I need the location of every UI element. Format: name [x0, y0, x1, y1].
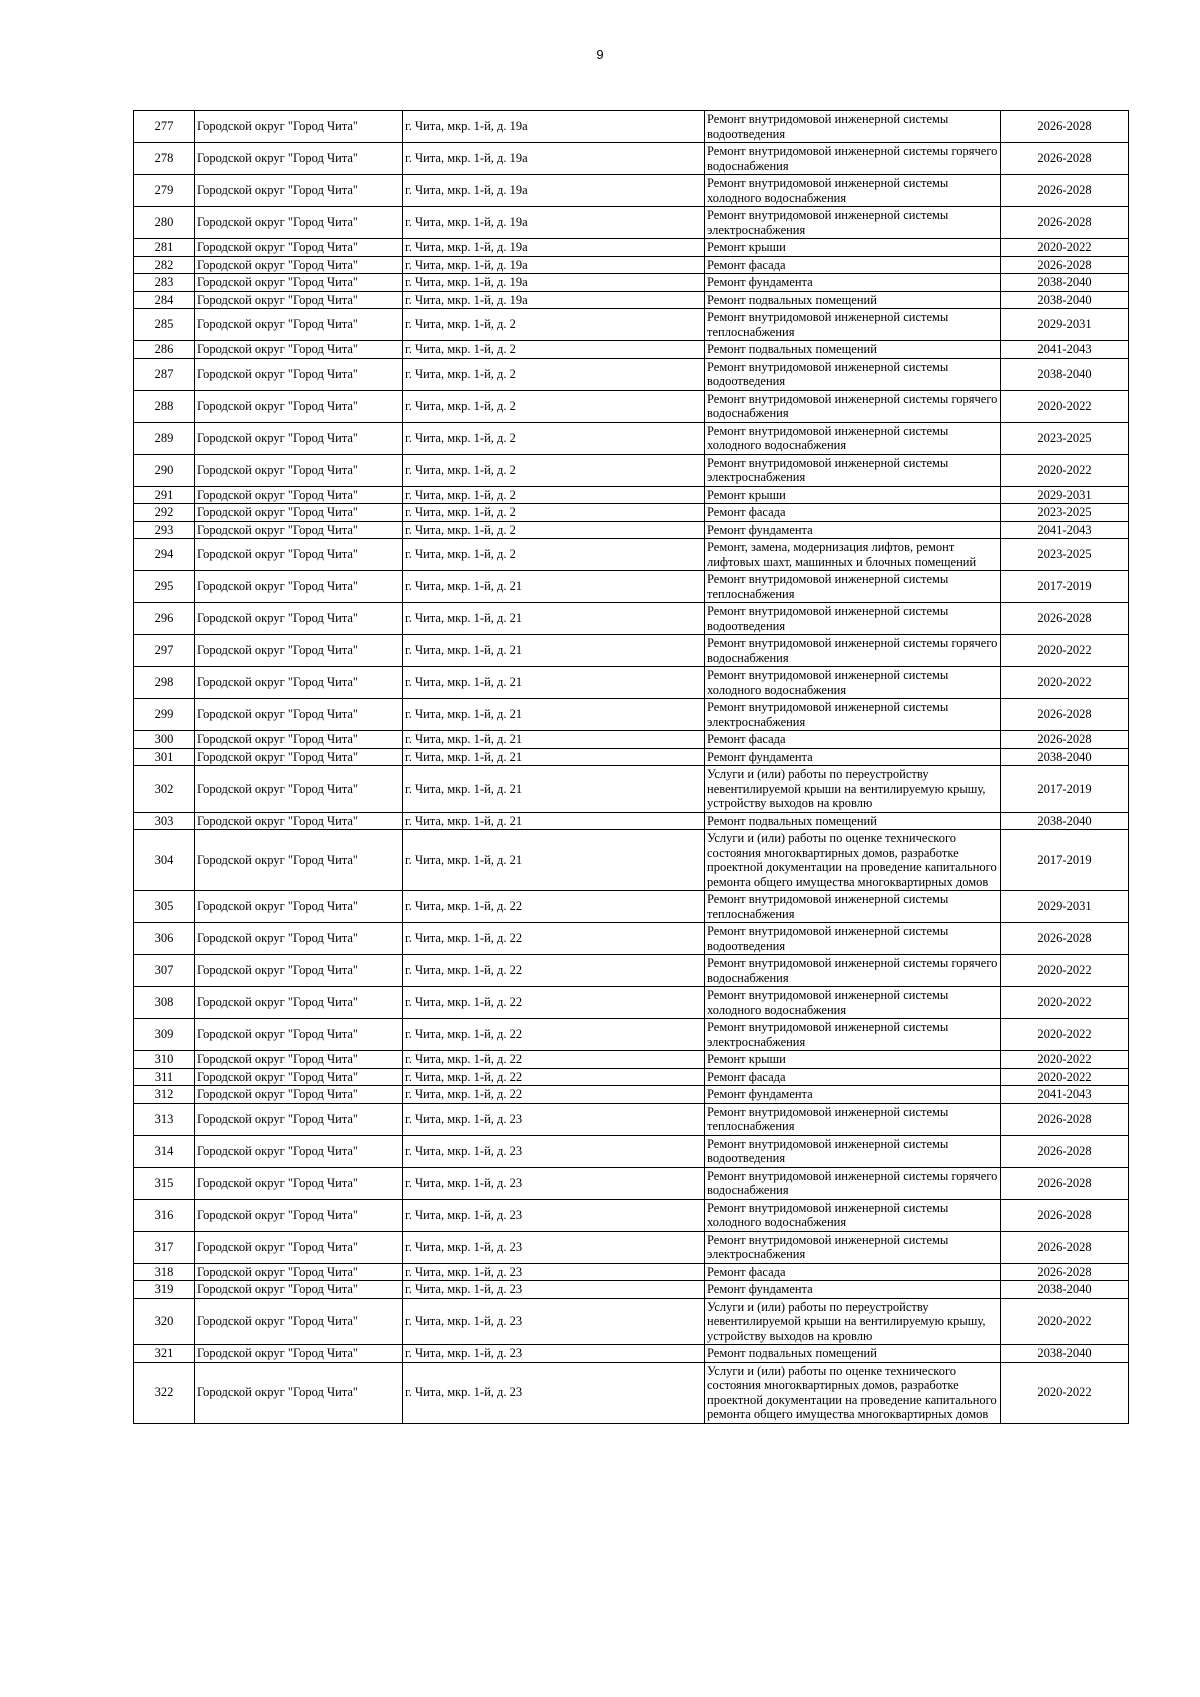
row-number: 284	[134, 291, 195, 309]
municipality-cell: Городской округ "Город Чита"	[195, 987, 403, 1019]
work-type-cell: Ремонт подвальных помещений	[705, 812, 1001, 830]
municipality-cell: Городской округ "Город Чита"	[195, 1068, 403, 1086]
period-cell: 2020-2022	[1001, 454, 1129, 486]
address-cell: г. Чита, мкр. 1-й, д. 2	[403, 309, 705, 341]
municipality-cell: Городской округ "Город Чита"	[195, 111, 403, 143]
municipality-cell: Городской округ "Город Чита"	[195, 358, 403, 390]
work-type-cell: Ремонт фундамента	[705, 521, 1001, 539]
repair-schedule-table	[133, 110, 1129, 1424]
work-type-cell: Ремонт внутридомовой инженерной системы электроснабжения	[705, 1231, 1001, 1263]
work-type-cell: Ремонт внутридомовой инженерной системы теплоснабжения	[705, 891, 1001, 923]
work-type-cell: Ремонт внутридомовой инженерной системы водоотведения	[705, 1135, 1001, 1167]
municipality-cell: Городской округ "Город Чита"	[195, 812, 403, 830]
municipality-cell: Городской округ "Город Чита"	[195, 699, 403, 731]
work-type-cell: Ремонт фундамента	[705, 1086, 1001, 1104]
period-cell: 2038-2040	[1001, 812, 1129, 830]
municipality-cell: Городской округ "Город Чита"	[195, 539, 403, 571]
address-cell: г. Чита, мкр. 1-й, д. 19а	[403, 274, 705, 292]
table-row	[134, 1167, 1129, 1199]
period-cell: 2026-2028	[1001, 699, 1129, 731]
address-cell: г. Чита, мкр. 1-й, д. 23	[403, 1298, 705, 1345]
period-cell: 2017-2019	[1001, 571, 1129, 603]
row-number: 290	[134, 454, 195, 486]
period-cell: 2026-2028	[1001, 1135, 1129, 1167]
row-number: 315	[134, 1167, 195, 1199]
address-cell: г. Чита, мкр. 1-й, д. 21	[403, 603, 705, 635]
table-row	[134, 731, 1129, 749]
work-type-cell: Ремонт крыши	[705, 1051, 1001, 1069]
municipality-cell: Городской округ "Город Чита"	[195, 1135, 403, 1167]
work-type-cell: Ремонт внутридомовой инженерной системы горячего водоснабжения	[705, 1167, 1001, 1199]
address-cell: г. Чита, мкр. 1-й, д. 22	[403, 1019, 705, 1051]
row-number: 302	[134, 766, 195, 813]
row-number: 285	[134, 309, 195, 341]
table-row	[134, 1281, 1129, 1299]
municipality-cell: Городской округ "Город Чита"	[195, 830, 403, 891]
municipality-cell: Городской округ "Город Чита"	[195, 291, 403, 309]
address-cell: г. Чита, мкр. 1-й, д. 2	[403, 422, 705, 454]
table-row	[134, 207, 1129, 239]
table-row	[134, 1263, 1129, 1281]
work-type-cell: Услуги и (или) работы по оценке технического состояния многоквартирных домов, разработке проектной документации на проведение капитального ремонта общего имущества многоквартирных домов	[705, 1362, 1001, 1423]
row-number: 288	[134, 390, 195, 422]
address-cell: г. Чита, мкр. 1-й, д. 19а	[403, 207, 705, 239]
table-row	[134, 486, 1129, 504]
municipality-cell: Городской округ "Город Чита"	[195, 1298, 403, 1345]
period-cell: 2041-2043	[1001, 341, 1129, 359]
row-number: 301	[134, 748, 195, 766]
period-cell: 2020-2022	[1001, 390, 1129, 422]
work-type-cell: Ремонт внутридомовой инженерной системы электроснабжения	[705, 1019, 1001, 1051]
municipality-cell: Городской округ "Город Чита"	[195, 1051, 403, 1069]
row-number: 286	[134, 341, 195, 359]
period-cell: 2026-2028	[1001, 1103, 1129, 1135]
address-cell: г. Чита, мкр. 1-й, д. 21	[403, 635, 705, 667]
municipality-cell: Городской округ "Город Чита"	[195, 486, 403, 504]
municipality-cell: Городской округ "Город Чита"	[195, 454, 403, 486]
work-type-cell: Ремонт фасада	[705, 1068, 1001, 1086]
period-cell: 2038-2040	[1001, 748, 1129, 766]
row-number: 303	[134, 812, 195, 830]
address-cell: г. Чита, мкр. 1-й, д. 22	[403, 891, 705, 923]
address-cell: г. Чита, мкр. 1-й, д. 22	[403, 1068, 705, 1086]
municipality-cell: Городской округ "Город Чита"	[195, 1263, 403, 1281]
period-cell: 2038-2040	[1001, 1345, 1129, 1363]
period-cell: 2026-2028	[1001, 175, 1129, 207]
work-type-cell: Ремонт внутридомовой инженерной системы холодного водоснабжения	[705, 667, 1001, 699]
address-cell: г. Чита, мкр. 1-й, д. 22	[403, 1051, 705, 1069]
table-row	[134, 766, 1129, 813]
period-cell: 2041-2043	[1001, 521, 1129, 539]
period-cell: 2020-2022	[1001, 1362, 1129, 1423]
municipality-cell: Городской округ "Город Чита"	[195, 207, 403, 239]
table-row	[134, 830, 1129, 891]
address-cell: г. Чита, мкр. 1-й, д. 21	[403, 748, 705, 766]
address-cell: г. Чита, мкр. 1-й, д. 2	[403, 539, 705, 571]
work-type-cell: Ремонт внутридомовой инженерной системы электроснабжения	[705, 454, 1001, 486]
table-row	[134, 539, 1129, 571]
work-type-cell: Ремонт внутридомовой инженерной системы горячего водоснабжения	[705, 955, 1001, 987]
address-cell: г. Чита, мкр. 1-й, д. 2	[403, 341, 705, 359]
municipality-cell: Городской округ "Город Чита"	[195, 309, 403, 341]
table-row	[134, 923, 1129, 955]
table-row	[134, 1362, 1129, 1423]
work-type-cell: Ремонт крыши	[705, 486, 1001, 504]
municipality-cell: Городской округ "Город Чита"	[195, 748, 403, 766]
period-cell: 2020-2022	[1001, 667, 1129, 699]
address-cell: г. Чита, мкр. 1-й, д. 2	[403, 390, 705, 422]
municipality-cell: Городской округ "Город Чита"	[195, 1281, 403, 1299]
table-row	[134, 175, 1129, 207]
table-row	[134, 812, 1129, 830]
municipality-cell: Городской округ "Город Чита"	[195, 521, 403, 539]
work-type-cell: Ремонт внутридомовой инженерной системы холодного водоснабжения	[705, 175, 1001, 207]
period-cell: 2026-2028	[1001, 1263, 1129, 1281]
work-type-cell: Ремонт подвальных помещений	[705, 1345, 1001, 1363]
municipality-cell: Городской округ "Город Чита"	[195, 274, 403, 292]
row-number: 321	[134, 1345, 195, 1363]
period-cell: 2029-2031	[1001, 891, 1129, 923]
municipality-cell: Городской округ "Город Чита"	[195, 603, 403, 635]
period-cell: 2026-2028	[1001, 603, 1129, 635]
address-cell: г. Чита, мкр. 1-й, д. 2	[403, 454, 705, 486]
address-cell: г. Чита, мкр. 1-й, д. 19а	[403, 111, 705, 143]
period-cell: 2017-2019	[1001, 830, 1129, 891]
work-type-cell: Ремонт внутридомовой инженерной системы теплоснабжения	[705, 1103, 1001, 1135]
work-type-cell: Ремонт фасада	[705, 1263, 1001, 1281]
municipality-cell: Городской округ "Город Чита"	[195, 143, 403, 175]
address-cell: г. Чита, мкр. 1-й, д. 21	[403, 731, 705, 749]
table-row	[134, 390, 1129, 422]
address-cell: г. Чита, мкр. 1-й, д. 2	[403, 521, 705, 539]
period-cell: 2017-2019	[1001, 766, 1129, 813]
address-cell: г. Чита, мкр. 1-й, д. 23	[403, 1199, 705, 1231]
row-number: 293	[134, 521, 195, 539]
address-cell: г. Чита, мкр. 1-й, д. 21	[403, 699, 705, 731]
table-row	[134, 987, 1129, 1019]
work-type-cell: Ремонт, замена, модернизация лифтов, ремонт лифтовых шахт, машинных и блочных помещений	[705, 539, 1001, 571]
address-cell: г. Чита, мкр. 1-й, д. 23	[403, 1362, 705, 1423]
row-number: 294	[134, 539, 195, 571]
period-cell: 2020-2022	[1001, 1019, 1129, 1051]
address-cell: г. Чита, мкр. 1-й, д. 22	[403, 1086, 705, 1104]
municipality-cell: Городской округ "Город Чита"	[195, 422, 403, 454]
table-row	[134, 1068, 1129, 1086]
row-number: 304	[134, 830, 195, 891]
row-number: 316	[134, 1199, 195, 1231]
table-row	[134, 309, 1129, 341]
work-type-cell: Ремонт внутридомовой инженерной системы горячего водоснабжения	[705, 143, 1001, 175]
address-cell: г. Чита, мкр. 1-й, д. 23	[403, 1281, 705, 1299]
period-cell: 2023-2025	[1001, 504, 1129, 522]
table-row	[134, 1051, 1129, 1069]
work-type-cell: Услуги и (или) работы по переустройству невентилируемой крыши на вентилируемую крышу, устройству выходов на кровлю	[705, 1298, 1001, 1345]
period-cell: 2026-2028	[1001, 207, 1129, 239]
row-number: 310	[134, 1051, 195, 1069]
row-number: 296	[134, 603, 195, 635]
municipality-cell: Городской округ "Город Чита"	[195, 1231, 403, 1263]
work-type-cell: Ремонт фасада	[705, 731, 1001, 749]
period-cell: 2023-2025	[1001, 422, 1129, 454]
period-cell: 2026-2028	[1001, 1167, 1129, 1199]
address-cell: г. Чита, мкр. 1-й, д. 19а	[403, 175, 705, 207]
municipality-cell: Городской округ "Город Чита"	[195, 955, 403, 987]
row-number: 289	[134, 422, 195, 454]
municipality-cell: Городской округ "Город Чита"	[195, 1103, 403, 1135]
address-cell: г. Чита, мкр. 1-й, д. 21	[403, 830, 705, 891]
work-type-cell: Ремонт крыши	[705, 239, 1001, 257]
address-cell: г. Чита, мкр. 1-й, д. 19а	[403, 256, 705, 274]
table-row	[134, 571, 1129, 603]
address-cell: г. Чита, мкр. 1-й, д. 23	[403, 1345, 705, 1363]
address-cell: г. Чита, мкр. 1-й, д. 23	[403, 1167, 705, 1199]
address-cell: г. Чита, мкр. 1-й, д. 19а	[403, 143, 705, 175]
work-type-cell: Ремонт внутридомовой инженерной системы холодного водоснабжения	[705, 987, 1001, 1019]
work-type-cell: Ремонт подвальных помещений	[705, 341, 1001, 359]
period-cell: 2026-2028	[1001, 731, 1129, 749]
address-cell: г. Чита, мкр. 1-й, д. 22	[403, 955, 705, 987]
table-row	[134, 603, 1129, 635]
municipality-cell: Городской округ "Город Чита"	[195, 923, 403, 955]
address-cell: г. Чита, мкр. 1-й, д. 22	[403, 923, 705, 955]
page-number: 9	[596, 47, 604, 62]
municipality-cell: Городской округ "Город Чита"	[195, 1019, 403, 1051]
period-cell: 2038-2040	[1001, 291, 1129, 309]
row-number: 299	[134, 699, 195, 731]
address-cell: г. Чита, мкр. 1-й, д. 2	[403, 358, 705, 390]
work-type-cell: Ремонт внутридомовой инженерной системы водоотведения	[705, 603, 1001, 635]
period-cell: 2020-2022	[1001, 635, 1129, 667]
table-row	[134, 422, 1129, 454]
table-row	[134, 1135, 1129, 1167]
row-number: 279	[134, 175, 195, 207]
row-number: 307	[134, 955, 195, 987]
row-number: 308	[134, 987, 195, 1019]
municipality-cell: Городской округ "Город Чита"	[195, 1345, 403, 1363]
period-cell: 2041-2043	[1001, 1086, 1129, 1104]
municipality-cell: Городской округ "Город Чита"	[195, 175, 403, 207]
table-row	[134, 521, 1129, 539]
table-row	[134, 504, 1129, 522]
work-type-cell: Ремонт внутридомовой инженерной системы холодного водоснабжения	[705, 1199, 1001, 1231]
work-type-cell: Ремонт внутридомовой инженерной системы холодного водоснабжения	[705, 422, 1001, 454]
table-row	[134, 891, 1129, 923]
work-type-cell: Ремонт внутридомовой инженерной системы водоотведения	[705, 111, 1001, 143]
table-row	[134, 667, 1129, 699]
table-row	[134, 274, 1129, 292]
municipality-cell: Городской округ "Город Чита"	[195, 635, 403, 667]
work-type-cell: Услуги и (или) работы по переустройству невентилируемой крыши на вентилируемую крышу, устройству выходов на кровлю	[705, 766, 1001, 813]
municipality-cell: Городской округ "Город Чита"	[195, 1362, 403, 1423]
row-number: 295	[134, 571, 195, 603]
period-cell: 2020-2022	[1001, 955, 1129, 987]
work-type-cell: Ремонт внутридомовой инженерной системы горячего водоснабжения	[705, 635, 1001, 667]
municipality-cell: Городской округ "Город Чита"	[195, 341, 403, 359]
work-type-cell: Ремонт подвальных помещений	[705, 291, 1001, 309]
work-type-cell: Ремонт фасада	[705, 256, 1001, 274]
table-row	[134, 1298, 1129, 1345]
row-number: 320	[134, 1298, 195, 1345]
period-cell: 2038-2040	[1001, 358, 1129, 390]
period-cell: 2029-2031	[1001, 309, 1129, 341]
period-cell: 2026-2028	[1001, 256, 1129, 274]
row-number: 309	[134, 1019, 195, 1051]
address-cell: г. Чита, мкр. 1-й, д. 21	[403, 667, 705, 699]
table-row	[134, 1199, 1129, 1231]
address-cell: г. Чита, мкр. 1-й, д. 2	[403, 486, 705, 504]
municipality-cell: Городской округ "Город Чита"	[195, 390, 403, 422]
row-number: 319	[134, 1281, 195, 1299]
table-row	[134, 256, 1129, 274]
work-type-cell: Ремонт внутридомовой инженерной системы горячего водоснабжения	[705, 390, 1001, 422]
row-number: 281	[134, 239, 195, 257]
address-cell: г. Чита, мкр. 1-й, д. 21	[403, 766, 705, 813]
municipality-cell: Городской округ "Город Чита"	[195, 504, 403, 522]
work-type-cell: Ремонт фундамента	[705, 1281, 1001, 1299]
row-number: 291	[134, 486, 195, 504]
period-cell: 2020-2022	[1001, 1068, 1129, 1086]
address-cell: г. Чита, мкр. 1-й, д. 19а	[403, 291, 705, 309]
work-type-cell: Ремонт фундамента	[705, 748, 1001, 766]
row-number: 278	[134, 143, 195, 175]
address-cell: г. Чита, мкр. 1-й, д. 2	[403, 504, 705, 522]
municipality-cell: Городской округ "Город Чита"	[195, 239, 403, 257]
period-cell: 2038-2040	[1001, 274, 1129, 292]
table-row	[134, 1086, 1129, 1104]
row-number: 287	[134, 358, 195, 390]
table-row	[134, 635, 1129, 667]
municipality-cell: Городской округ "Город Чита"	[195, 667, 403, 699]
table-row	[134, 111, 1129, 143]
row-number: 322	[134, 1362, 195, 1423]
municipality-cell: Городской округ "Город Чита"	[195, 731, 403, 749]
table-row	[134, 699, 1129, 731]
period-cell: 2020-2022	[1001, 1298, 1129, 1345]
municipality-cell: Городской округ "Город Чита"	[195, 571, 403, 603]
period-cell: 2020-2022	[1001, 987, 1129, 1019]
row-number: 298	[134, 667, 195, 699]
row-number: 311	[134, 1068, 195, 1086]
row-number: 280	[134, 207, 195, 239]
municipality-cell: Городской округ "Город Чита"	[195, 256, 403, 274]
period-cell: 2020-2022	[1001, 1051, 1129, 1069]
period-cell: 2020-2022	[1001, 239, 1129, 257]
table-row	[134, 1103, 1129, 1135]
work-type-cell: Ремонт фасада	[705, 504, 1001, 522]
address-cell: г. Чита, мкр. 1-й, д. 21	[403, 812, 705, 830]
row-number: 314	[134, 1135, 195, 1167]
municipality-cell: Городской округ "Город Чита"	[195, 1167, 403, 1199]
period-cell: 2029-2031	[1001, 486, 1129, 504]
work-type-cell: Ремонт внутридомовой инженерной системы электроснабжения	[705, 699, 1001, 731]
municipality-cell: Городской округ "Город Чита"	[195, 1086, 403, 1104]
table-row	[134, 748, 1129, 766]
row-number: 312	[134, 1086, 195, 1104]
row-number: 292	[134, 504, 195, 522]
work-type-cell: Ремонт внутридомовой инженерной системы водоотведения	[705, 358, 1001, 390]
row-number: 282	[134, 256, 195, 274]
table-row	[134, 1231, 1129, 1263]
work-type-cell: Ремонт внутридомовой инженерной системы теплоснабжения	[705, 571, 1001, 603]
row-number: 283	[134, 274, 195, 292]
row-number: 297	[134, 635, 195, 667]
row-number: 317	[134, 1231, 195, 1263]
row-number: 318	[134, 1263, 195, 1281]
table-row	[134, 239, 1129, 257]
period-cell: 2026-2028	[1001, 923, 1129, 955]
table-row	[134, 358, 1129, 390]
period-cell: 2026-2028	[1001, 1231, 1129, 1263]
table-body	[134, 111, 1129, 1424]
address-cell: г. Чита, мкр. 1-й, д. 23	[403, 1135, 705, 1167]
row-number: 300	[134, 731, 195, 749]
address-cell: г. Чита, мкр. 1-й, д. 19а	[403, 239, 705, 257]
table-row	[134, 955, 1129, 987]
municipality-cell: Городской округ "Город Чита"	[195, 766, 403, 813]
table-row	[134, 454, 1129, 486]
period-cell: 2026-2028	[1001, 143, 1129, 175]
work-type-cell: Ремонт внутридомовой инженерной системы электроснабжения	[705, 207, 1001, 239]
address-cell: г. Чита, мкр. 1-й, д. 23	[403, 1231, 705, 1263]
address-cell: г. Чита, мкр. 1-й, д. 23	[403, 1263, 705, 1281]
work-type-cell: Ремонт фундамента	[705, 274, 1001, 292]
table-row	[134, 291, 1129, 309]
municipality-cell: Городской округ "Город Чита"	[195, 891, 403, 923]
row-number: 313	[134, 1103, 195, 1135]
row-number: 305	[134, 891, 195, 923]
period-cell: 2023-2025	[1001, 539, 1129, 571]
table-row	[134, 341, 1129, 359]
row-number: 277	[134, 111, 195, 143]
period-cell: 2026-2028	[1001, 111, 1129, 143]
table-row	[134, 1019, 1129, 1051]
address-cell: г. Чита, мкр. 1-й, д. 23	[403, 1103, 705, 1135]
work-type-cell: Ремонт внутридомовой инженерной системы водоотведения	[705, 923, 1001, 955]
address-cell: г. Чита, мкр. 1-й, д. 21	[403, 571, 705, 603]
table-row	[134, 143, 1129, 175]
row-number: 306	[134, 923, 195, 955]
work-type-cell: Услуги и (или) работы по оценке технического состояния многоквартирных домов, разработке проектной документации на проведение капитального ремонта общего имущества многоквартирных домов	[705, 830, 1001, 891]
address-cell: г. Чита, мкр. 1-й, д. 22	[403, 987, 705, 1019]
work-type-cell: Ремонт внутридомовой инженерной системы теплоснабжения	[705, 309, 1001, 341]
period-cell: 2038-2040	[1001, 1281, 1129, 1299]
table-row	[134, 1345, 1129, 1363]
period-cell: 2026-2028	[1001, 1199, 1129, 1231]
municipality-cell: Городской округ "Город Чита"	[195, 1199, 403, 1231]
